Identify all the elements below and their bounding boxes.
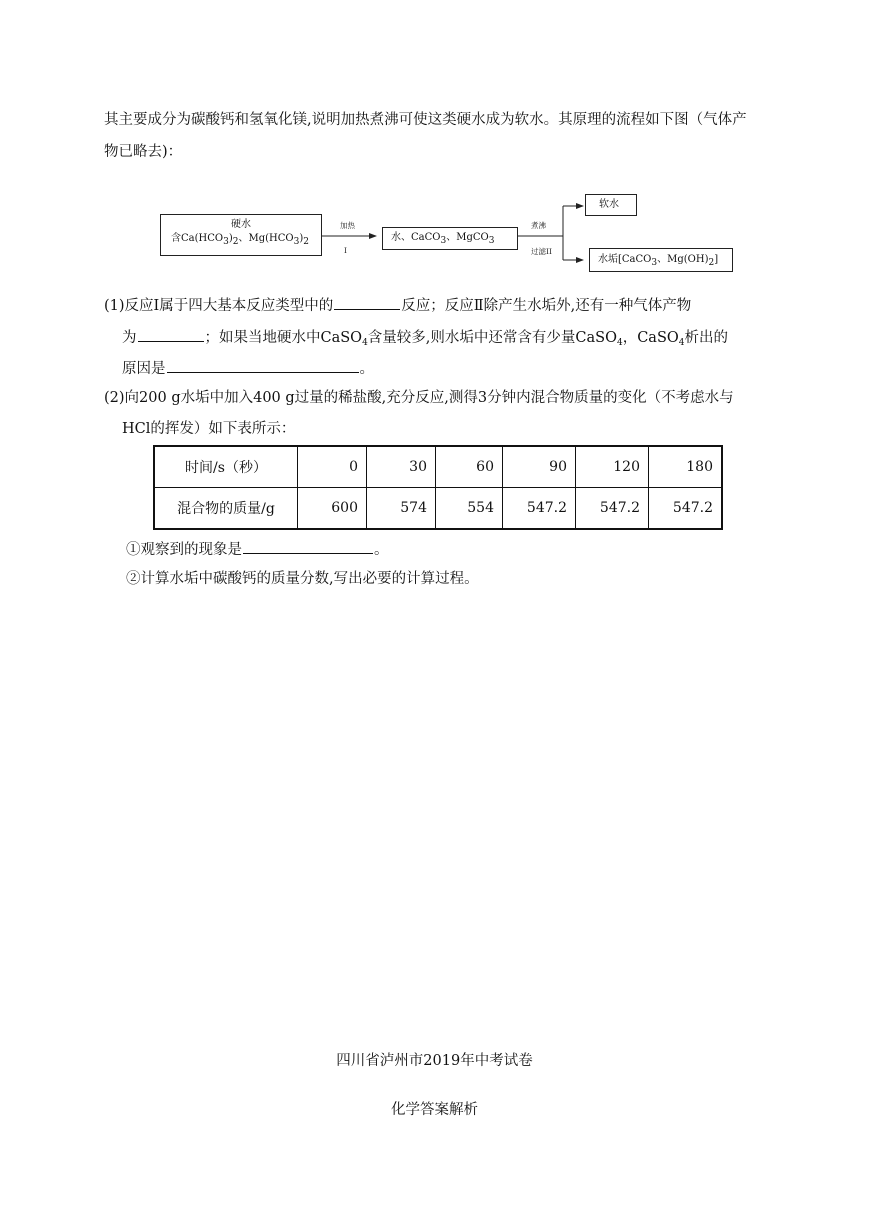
- table-cell: 574: [367, 488, 436, 530]
- table-cell: 120: [576, 446, 649, 488]
- intermediate-box: [382, 227, 518, 250]
- q1-blank-reaction-type[interactable]: [334, 294, 400, 310]
- q1-blank-gas[interactable]: [138, 326, 204, 342]
- arrow2-label-top: 煮沸: [531, 221, 546, 230]
- q2-line-1: (2)向200 g水垢中加入400 g过量的稀盐酸,充分反应,测得3分钟内混合物质量的变化（不考虑水与: [104, 390, 734, 406]
- answer-subtitle: 化学答案解析: [391, 1102, 478, 1118]
- table-cell: 547.2: [649, 488, 723, 530]
- answer-title: 四川省泸州市2019年中考试卷: [336, 1053, 533, 1069]
- intermediate-content: 水、CaCO$_3$、MgCO$_3$: [391, 232, 495, 246]
- table-cell: 90: [503, 446, 576, 488]
- table-cell: 30: [367, 446, 436, 488]
- scale-content: 水垢[CaCO$_3$、$Mg(OH)_2$]: [598, 254, 719, 268]
- table-cell: 600: [298, 488, 367, 530]
- arrow2-label-bottom: 过滤II: [531, 247, 552, 256]
- table-header-time: 时间/s（秒）: [154, 446, 298, 488]
- scale-box: [589, 248, 733, 272]
- hard-water-content: 含$Ca(HCO_3)_2$、$Mg(HCO_3)_2$: [171, 233, 309, 247]
- intro-line-1: 其主要成分为碳酸钙和氢氧化镁,说明加热煮沸可使这类硬水成为软水。其原理的流程如下图（气体产: [104, 112, 747, 128]
- q1-line-1: (1)反应Ⅰ属于四大基本反应类型中的 反应；反应Ⅱ除产生水垢外,还有一种气体产物: [104, 294, 691, 316]
- intro-line-2: 物已略去)：: [104, 144, 183, 160]
- q2-line-2: HCl的挥发）如下表所示：: [122, 421, 296, 437]
- q2-blank-phenomenon[interactable]: [243, 538, 373, 554]
- table-cell: 60: [436, 446, 503, 488]
- table-cell: 0: [298, 446, 367, 488]
- q1-blank-reason[interactable]: [167, 357, 359, 373]
- table-cell: 554: [436, 488, 503, 530]
- hard-water-title: 硬水: [231, 219, 251, 230]
- table-cell: 547.2: [576, 488, 649, 530]
- q1-line-3: 原因是 。: [122, 357, 374, 379]
- q2-sub-1: ①观察到的现象是 。: [126, 538, 389, 560]
- arrow1-label-bottom: I: [344, 246, 347, 255]
- table-row-time: [154, 446, 722, 488]
- table-row-mass: [154, 488, 722, 530]
- arrow1-label-top: 加热: [340, 221, 355, 230]
- hard-water-box: [160, 214, 322, 256]
- q1-line-2: 为 ；如果当地硬水中CaSO$_4$含量较多,则水垢中还常含有少量CaSO$_4$，CaSO$_4$析出的: [122, 326, 728, 353]
- q2-sub-2: ②计算水垢中碳酸钙的质量分数,写出必要的计算过程。: [126, 571, 479, 587]
- table-cell: 180: [649, 446, 723, 488]
- soft-water-label: 软水: [599, 199, 619, 210]
- mass-change-table: [153, 445, 723, 530]
- table-header-mass: 混合物的质量/g: [154, 488, 298, 530]
- soft-water-box: [585, 194, 637, 216]
- table-cell: 547.2: [503, 488, 576, 530]
